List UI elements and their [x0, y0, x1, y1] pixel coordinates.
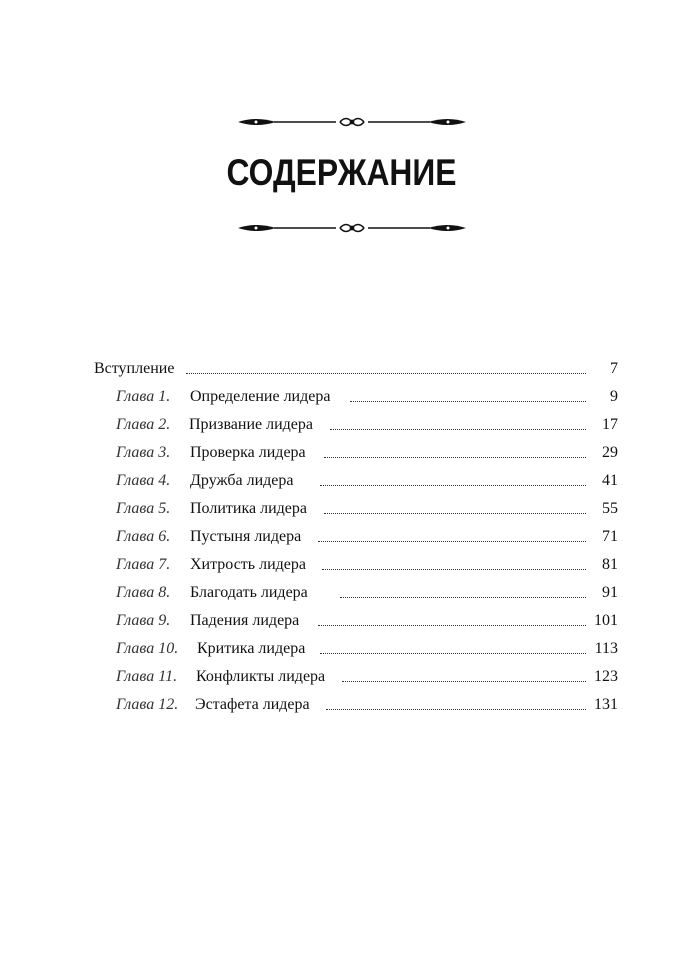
chapter-label: Глава 3. [116, 444, 171, 461]
chapter-title: Конфликты лидера [196, 666, 327, 688]
dot-leader [318, 541, 586, 542]
page-title: СОДЕРЖАНИЕ [226, 152, 457, 193]
toc-entry-chapter-12[interactable] [0, 694, 683, 716]
toc-entry-chapter-9[interactable] [0, 610, 683, 632]
dot-leader [186, 373, 586, 374]
dot-leader [322, 569, 586, 570]
chapter-label: Глава 12. [116, 696, 179, 713]
toc-page-number: 123 [594, 668, 618, 685]
toc-page-number: 81 [602, 556, 618, 573]
chapter-label: Глава 4. [116, 472, 171, 489]
dot-leader [330, 429, 586, 430]
toc-entry-intro[interactable] [0, 358, 683, 380]
toc-page-number: 91 [602, 584, 618, 601]
toc-entry-chapter-1[interactable] [0, 386, 683, 408]
toc-page-number: 29 [602, 444, 618, 461]
dot-leader [320, 485, 586, 486]
dot-leader [342, 681, 586, 682]
dot-leader [350, 401, 586, 402]
toc-page-number: 7 [610, 360, 618, 377]
toc-entry-chapter-11[interactable] [0, 666, 683, 688]
toc-entry-chapter-10[interactable] [0, 638, 683, 660]
toc-entry-chapter-3[interactable] [0, 442, 683, 464]
chapter-title: Пустыня лидера [190, 526, 303, 548]
toc-entry-chapter-7[interactable] [0, 554, 683, 576]
chapter-title: Определение лидера [190, 386, 332, 408]
chapter-title: Призвание лидера [189, 414, 315, 436]
toc-page-number: 17 [602, 416, 618, 433]
chapter-label: Глава 2. [116, 416, 171, 433]
chapter-label: Глава 11. [116, 668, 178, 685]
toc-page-number: 55 [602, 500, 618, 517]
toc-page-number: 41 [602, 472, 618, 489]
toc-entry-chapter-2[interactable] [0, 414, 683, 436]
chapter-label: Глава 5. [116, 500, 171, 517]
dot-leader [340, 597, 586, 598]
top-ornament-divider [236, 114, 468, 130]
dot-leader [326, 709, 586, 710]
chapter-title: Падения лидера [190, 610, 301, 632]
bottom-ornament-divider [236, 220, 468, 236]
chapter-label: Глава 9. [116, 612, 171, 629]
toc-page-number: 9 [610, 388, 618, 405]
toc-entry-chapter-4[interactable] [0, 470, 683, 492]
chapter-title: Эстафета лидера [195, 694, 312, 716]
chapter-label: Глава 7. [116, 556, 171, 573]
toc-entry-chapter-6[interactable] [0, 526, 683, 548]
dot-leader [318, 625, 586, 626]
chapter-title: Дружба лидера [190, 470, 295, 492]
chapter-label: Глава 1. [116, 388, 171, 405]
dot-leader [324, 513, 586, 514]
dot-leader [324, 457, 586, 458]
toc-entry-chapter-5[interactable] [0, 498, 683, 520]
chapter-title: Проверка лидера [190, 442, 308, 464]
toc-page-number: 71 [602, 528, 618, 545]
toc-page-number: 131 [594, 696, 618, 713]
chapter-title: Благодать лидера [190, 582, 310, 604]
chapter-title: Критика лидера [197, 638, 307, 660]
toc-page-number: 101 [594, 612, 618, 629]
toc-entry-chapter-8[interactable] [0, 582, 683, 604]
toc-intro-title: Вступление [94, 358, 176, 380]
chapter-title: Хитрость лидера [190, 554, 308, 576]
chapter-label: Глава 8. [116, 584, 171, 601]
chapter-title: Политика лидера [190, 498, 309, 520]
chapter-label: Глава 10. [116, 640, 179, 657]
toc-page-number: 113 [594, 640, 618, 657]
chapter-label: Глава 6. [116, 528, 171, 545]
dot-leader [320, 653, 586, 654]
